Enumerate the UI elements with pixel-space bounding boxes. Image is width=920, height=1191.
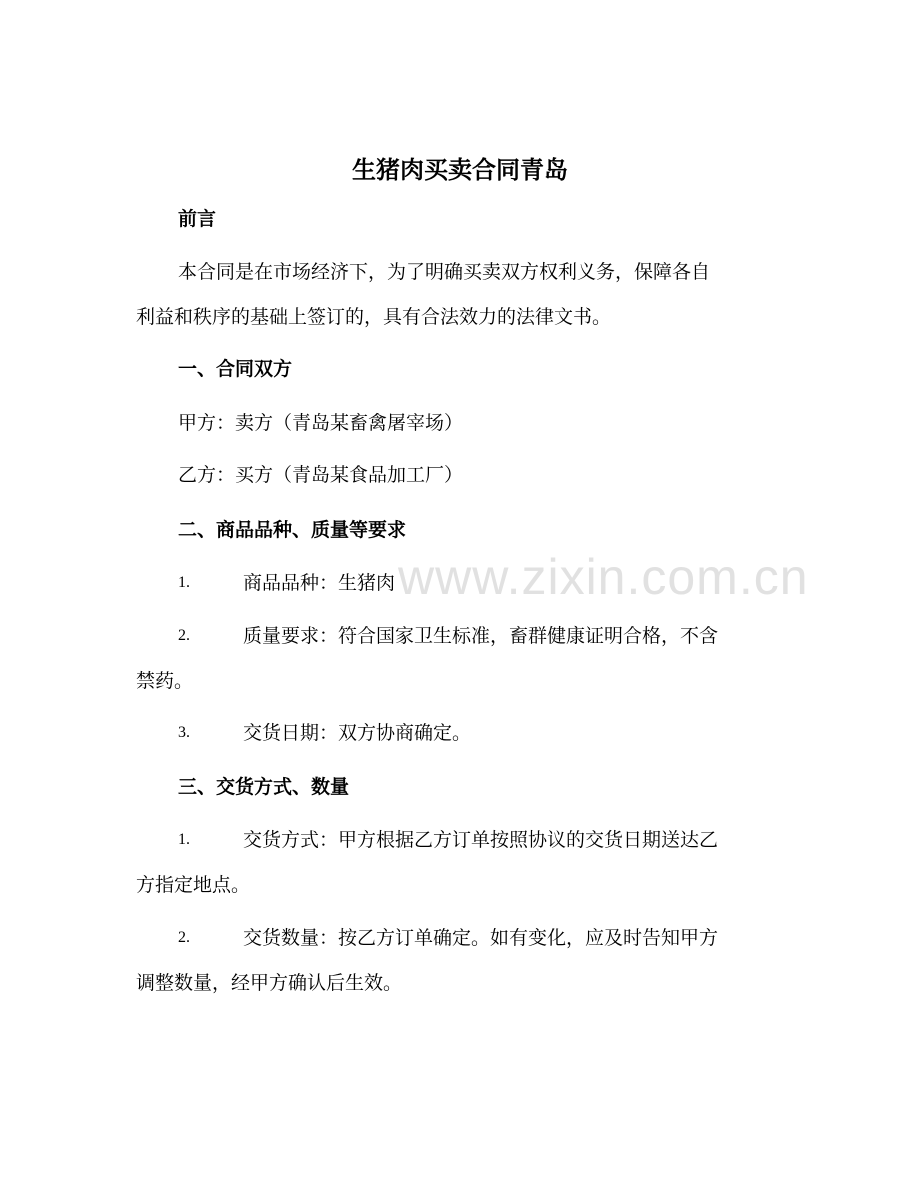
section-3-item-2-continuation: 调整数量，经甲方确认后生效。 — [136, 972, 403, 994]
party-a-line: 甲方：卖方（青岛某畜禽屠宰场） — [178, 412, 464, 434]
preface-heading: 前言 — [178, 208, 217, 230]
section-3-item-1-number: 1. — [178, 831, 190, 848]
section-2-item-2-continuation: 禁药。 — [136, 670, 194, 692]
section-3-item-1-text: 交货方式：甲方根据乙方订单按照协议的交货日期送达乙 — [243, 829, 719, 851]
document-title: 生猪肉买卖合同青岛 — [352, 156, 568, 184]
section-3-item-2-text: 交货数量：按乙方订单确定。如有变化，应及时告知甲方 — [243, 927, 719, 949]
preface-paragraph-line-1: 本合同是在市场经济下，为了明确买卖双方权利义务，保障各自 — [178, 261, 711, 283]
section-2-heading: 二、商品品种、质量等要求 — [178, 519, 407, 541]
party-b-line: 乙方：买方（青岛某食品加工厂） — [178, 464, 464, 486]
section-3-heading: 三、交货方式、数量 — [178, 776, 350, 798]
section-1-heading: 一、合同双方 — [178, 358, 293, 380]
watermark: www.zixin.com.cn — [398, 549, 809, 605]
preface-paragraph-line-2: 利益和秩序的基础上签订的，具有合法效力的法律文书。 — [136, 306, 612, 328]
section-3-item-1-continuation: 方指定地点。 — [136, 874, 251, 896]
section-2-item-1-number: 1. — [178, 574, 190, 591]
section-2-item-1-text: 商品品种：生猪肉 — [243, 572, 396, 594]
section-2-item-3-text: 交货日期：双方协商确定。 — [243, 722, 472, 744]
section-2-item-2-text: 质量要求：符合国家卫生标准，畜群健康证明合格，不含 — [243, 625, 719, 647]
section-3-item-2-number: 2. — [178, 929, 190, 946]
section-2-item-3-number: 3. — [178, 724, 190, 741]
section-2-item-2-number: 2. — [178, 627, 190, 644]
